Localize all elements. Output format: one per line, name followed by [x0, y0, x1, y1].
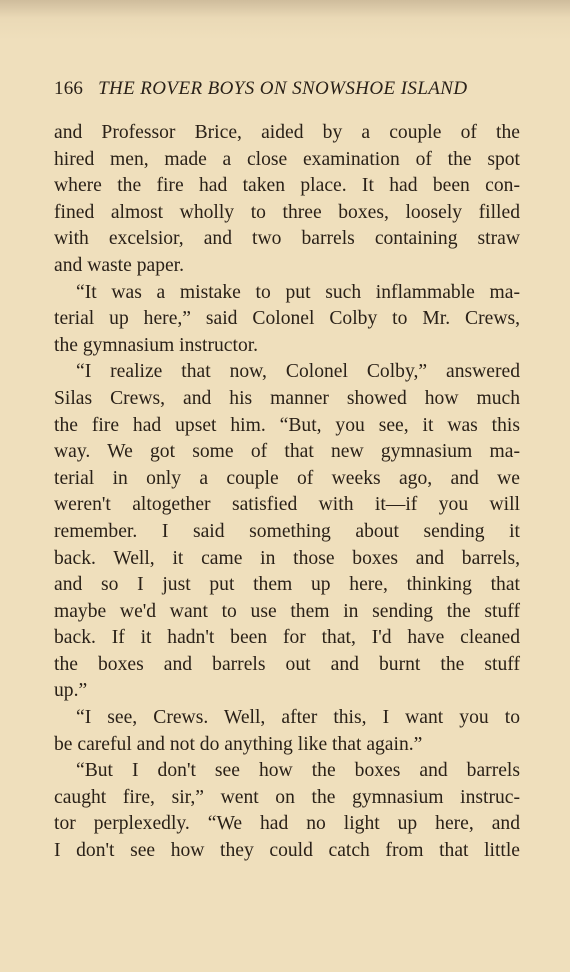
text-line: “I realize that now, Colonel Colby,” answered [76, 361, 520, 383]
text-line: be careful and not do anything like that again.” [54, 733, 423, 755]
text-line: tor perplexedly. “We had no light up here, and [54, 813, 520, 835]
text-line: fined almost wholly to three boxes, loosely filled [54, 201, 520, 223]
text-line: where the fire had taken place. It had been con- [54, 175, 520, 197]
text-line: “But I don't see how the boxes and barrels [76, 760, 520, 782]
text-line: up.” [54, 680, 88, 702]
text-line: remember. I said something about sending it [54, 520, 520, 542]
page-number: 166 [54, 78, 84, 99]
text-line: “I see, Crews. Well, after this, I want you to [76, 707, 520, 729]
text-line: hired men, made a close examination of the spot [54, 148, 520, 170]
running-header [54, 78, 524, 100]
text-line: “It was a mistake to put such inflammable ma- [76, 281, 520, 303]
page-top-smudge [0, 0, 570, 40]
text-line: and waste paper. [54, 254, 185, 276]
running-title: THE ROVER BOYS ON SNOWSHOE ISLAND [98, 78, 468, 99]
text-line: the fire had upset him. “But, you see, it was this [54, 414, 520, 436]
text-line: the boxes and barrels out and burnt the stuff [54, 653, 520, 675]
text-line: back. If it hadn't been for that, I'd have cleaned [54, 627, 520, 649]
text-line: back. Well, it came in those boxes and barrels, [54, 547, 520, 569]
text-line: I don't see how they could catch from that little [54, 840, 520, 862]
text-line: Silas Crews, and his manner showed how much [54, 387, 520, 409]
text-line: the gymnasium instructor. [54, 334, 259, 356]
text-line: weren't altogether satisfied with it—if you will [54, 494, 520, 516]
text-line: maybe we'd want to use them in sending the stuff [54, 600, 520, 622]
body-text [54, 120, 520, 865]
text-line: way. We got some of that new gymnasium ma- [54, 441, 520, 463]
text-line: terial up here,” said Colonel Colby to Mr. Crews, [54, 308, 520, 330]
text-line: with excelsior, and two barrels containing straw [54, 228, 520, 250]
text-line: caught fire, sir,” went on the gymnasium instruc- [54, 786, 520, 808]
text-line: and Professor Brice, aided by a couple of the [54, 122, 520, 143]
text-line: terial in only a couple of weeks ago, and we [54, 467, 520, 489]
text-line: and so I just put them up here, thinking that [54, 574, 520, 596]
